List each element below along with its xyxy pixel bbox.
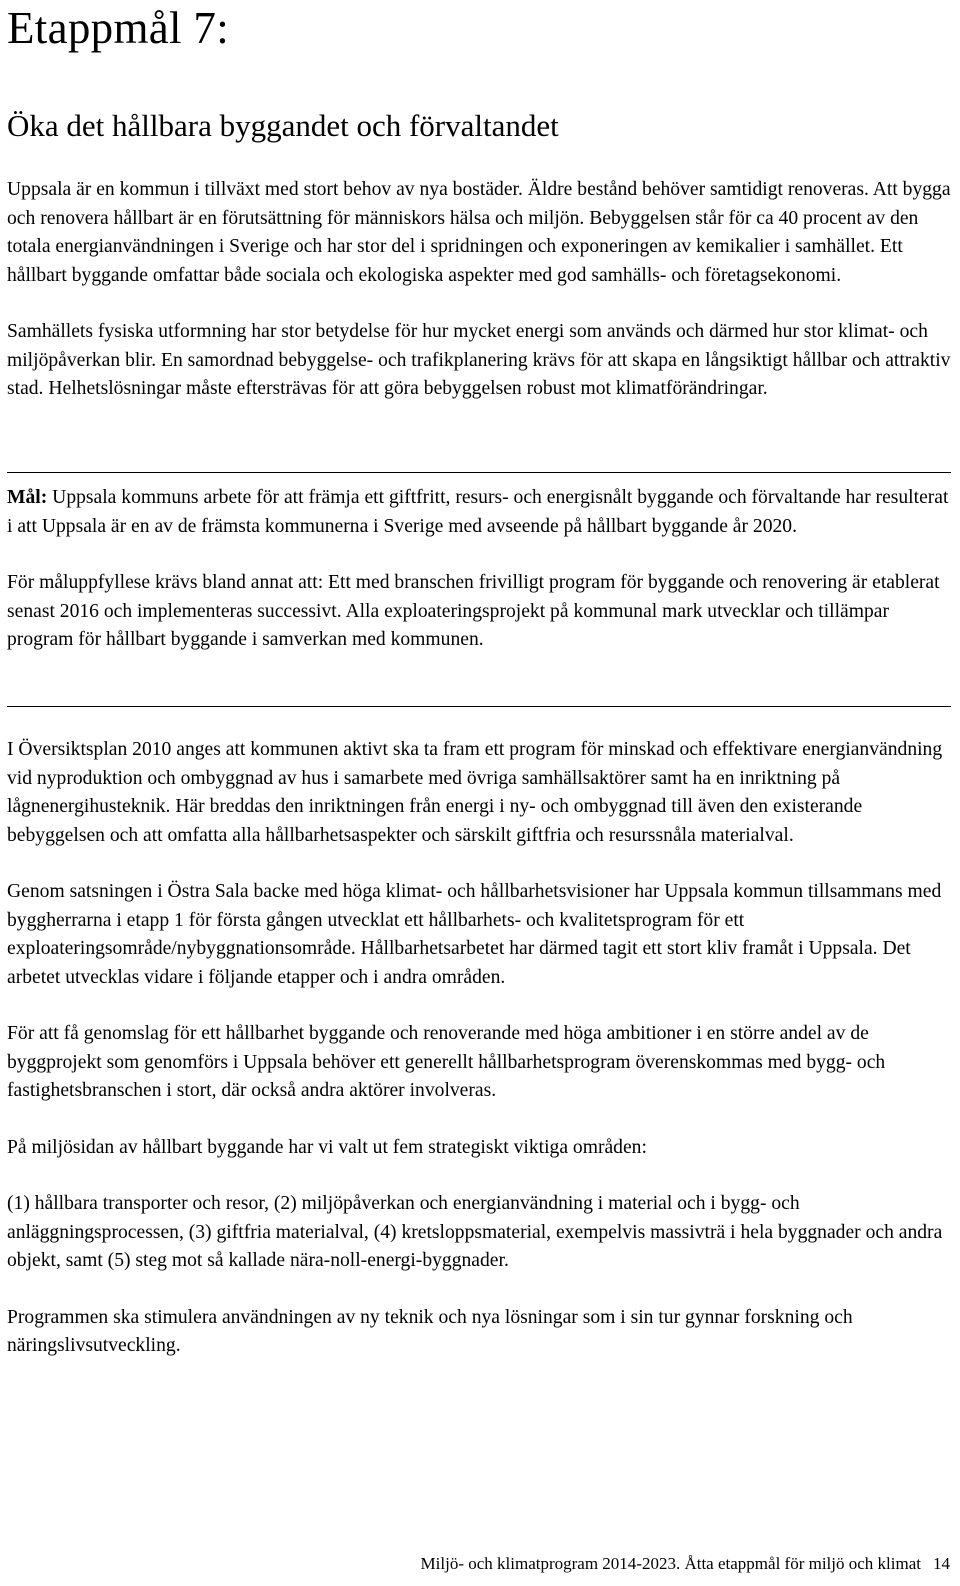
goal-section [7,484,953,655]
main-paragraph-4: På miljösidan av hållbart byggande har vi valt ut fem strategiskt viktiga områden: [7,1136,647,1158]
intro-paragraph-1: Uppsala är en kommun i tillväxt med stort behov av nya bostäder. Äldre bestånd behöver samtidigt renoveras. Att bygga och renovera hållbart är en förutsättning för människors hälsa och miljön. Bebyggelsen står för ca 40 procent av den totala energianvändningen i Sverige och har stor del i spridningen och exponeringen av kemikalier i samhället. Ett hållbart byggande omfattar både sociala och ekologiska aspekter med god samhälls- och företagsekonomi. [7,179,951,286]
main-paragraph-3: För att få genomslag för ett hållbarhet byggande och renoverande med höga ambitioner i en större andel av de byggprojekt som genomförs i Uppsala behöver ett generellt hållbarhetsprogram överenskommas med bygg- och fastighetsbranschen i stort, där också andra aktörer involveras. [7,1023,886,1101]
goal-paragraph [7,484,953,541]
intro-paragraph-2: Samhällets fysiska utformning har stor betydelse för hur mycket energi som används och därmed hur stor klimat- och miljöpåverkan blir. En samordnad bebyggelse- och trafikplanering krävs för att skapa en långsiktigt hållbar och attraktiv stad. Helhetslösningar måste eftersträvas för att göra bebyggelsen robust mot klimatförändringar. [7,321,951,399]
main-paragraph-1: I Översiktsplan 2010 anges att kommunen aktivt ska ta fram ett program för minskad och effektivare energianvändning vid nyproduktion och ombyggnad av hus i samarbete med övriga samhällsaktörer samt ha en inriktning på lågnenergihusteknik. Här breddas den inriktningen från energi i ny- och ombyggnad till även den existerande bebyggelsen och att omfatta alla hållbarhetsaspekter och särskilt giftfria och resurssnåla materialval. [7,739,943,846]
main-paragraph-5: (1) hållbara transporter och resor, (2) miljöpåverkan och energianvändning i material och i bygg- och anläggningsprocessen, (3) giftfria materialval, (4) kretsloppsmaterial, exempelvis massivträ i hela byggnader och andra objekt, samt (5) steg mot så kallade nära-noll-energi-byggnader. [7,1193,943,1271]
intro-section [7,176,953,404]
divider-bottom [7,706,951,707]
page-number: 14 [933,1554,950,1573]
main-section [7,736,953,1361]
main-paragraph-6: Programmen ska stimulera användningen av ny teknik och nya lösningar som i sin tur gynnar forskning och näringslivsutveckling. [7,1306,853,1356]
footer-text: Miljö- och klimatprogram 2014-2023. Åtta etappmål för miljö och klimat [420,1554,921,1573]
goal-text: Uppsala kommuns arbete för att främja ett giftfritt, resurs- och energisnålt byggande och förvaltande har resulterat i att Uppsala är en av de främsta kommunerna i Sverige med avseende på hållbart byggande år 2020. [7,487,949,537]
page-title: Etappmål 7: [7,3,229,53]
main-paragraph-2: Genom satsningen i Östra Sala backe med höga klimat- och hållbarhetsvisioner har Uppsala kommun tillsammans med byggherrarna i etapp 1 för första gången utvecklat ett hållbarhets- och kvalitetsprogram för ett exploateringsområde/nybyggnationsområde. Hållbarhetsarbetet har därmed tagit ett stort kliv framåt i Uppsala. Det arbetet utvecklas vidare i följande etapper och i andra områden. [7,881,942,988]
section-subtitle: Öka det hållbara byggandet och förvaltandet [7,108,559,143]
divider-top [7,472,951,473]
goal-requirement: För måluppfyllese krävs bland annat att: Ett med branschen frivilligt program för byggande och renovering är etablerat senast 2016 och implementeras successivt. Alla exploateringsprojekt på kommunal mark utvecklar och tillämpar program för hållbart byggande i samverkan med kommunen. [7,572,940,650]
goal-label: Mål: [7,487,48,508]
page-footer [421,1552,950,1576]
